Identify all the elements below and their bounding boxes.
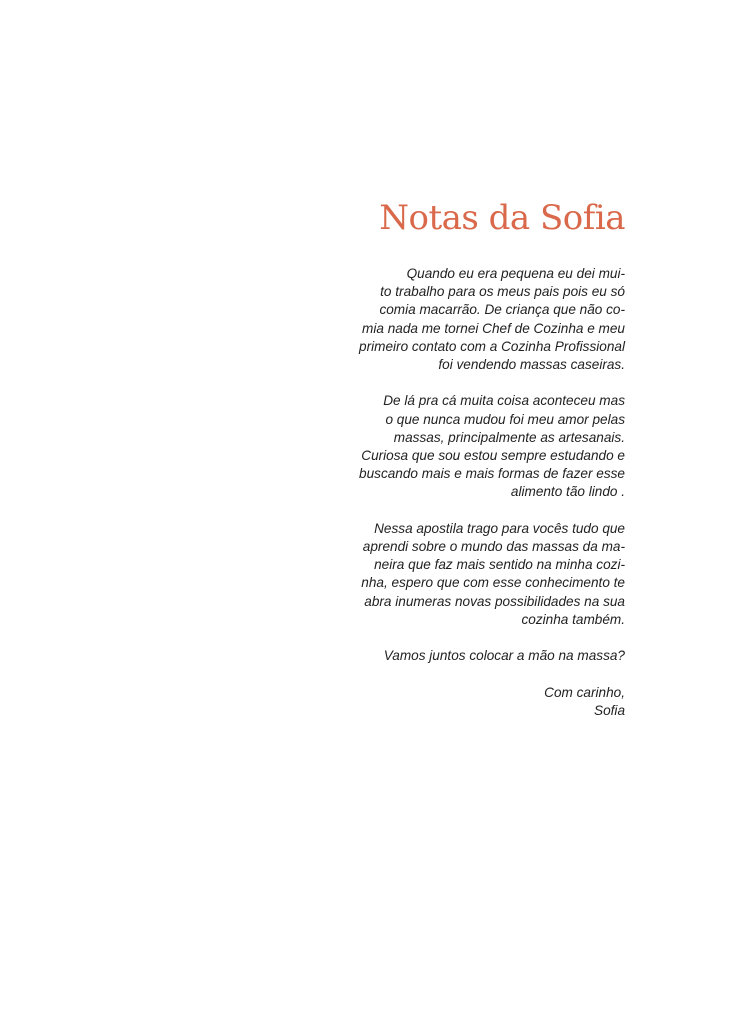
text-line: primeiro contato com a Cozinha Profissional [359, 338, 625, 354]
text-line: buscando mais e mais formas de fazer esse [359, 466, 625, 482]
text-line: Quando eu era pequena eu dei mui- [406, 266, 625, 281]
text-line: Curiosa que sou estou sempre estudando e [361, 448, 625, 464]
text-line: cozinha também. [521, 611, 625, 627]
text-line: neira que faz mais sentido na minha cozi- [374, 557, 625, 573]
text-line: to trabalho para os meus pais pois eu só [380, 284, 625, 300]
paragraph-history [325, 392, 625, 501]
signature-name: Sofia [594, 702, 625, 718]
letter-body [325, 265, 625, 738]
text-line: o que nunca mudou foi meu amor pelas [385, 411, 625, 427]
text-line: Nessa apostila trago para vocês tudo que [374, 520, 625, 536]
text-line: nha, espero que com esse conhecimento te [361, 575, 625, 591]
signature-block [325, 684, 625, 720]
text-line: Vamos juntos colocar a mão na massa? [383, 648, 625, 664]
text-line: alimento tão lindo . [510, 484, 625, 500]
text-line: massas, principalmente as artesanais. [393, 429, 625, 445]
text-line: mia nada me tornei Chef de Cozinha e meu [362, 320, 625, 336]
paragraph-intro [325, 265, 625, 374]
text-line: foi vendendo massas caseiras. [438, 357, 625, 373]
page-title: Notas da Sofia [379, 198, 625, 238]
text-line: abra inumeras novas possibilidades na sua [364, 593, 625, 609]
text-line: aprendi sobre o mundo das massas da ma- [362, 539, 625, 555]
paragraph-invitation [325, 647, 625, 665]
text-line: De lá pra cá muita coisa aconteceu mas [383, 393, 625, 409]
closing-line: Com carinho, [544, 684, 625, 700]
text-line: comia macarrão. De criança que não co- [379, 302, 625, 318]
paragraph-purpose [325, 520, 625, 629]
